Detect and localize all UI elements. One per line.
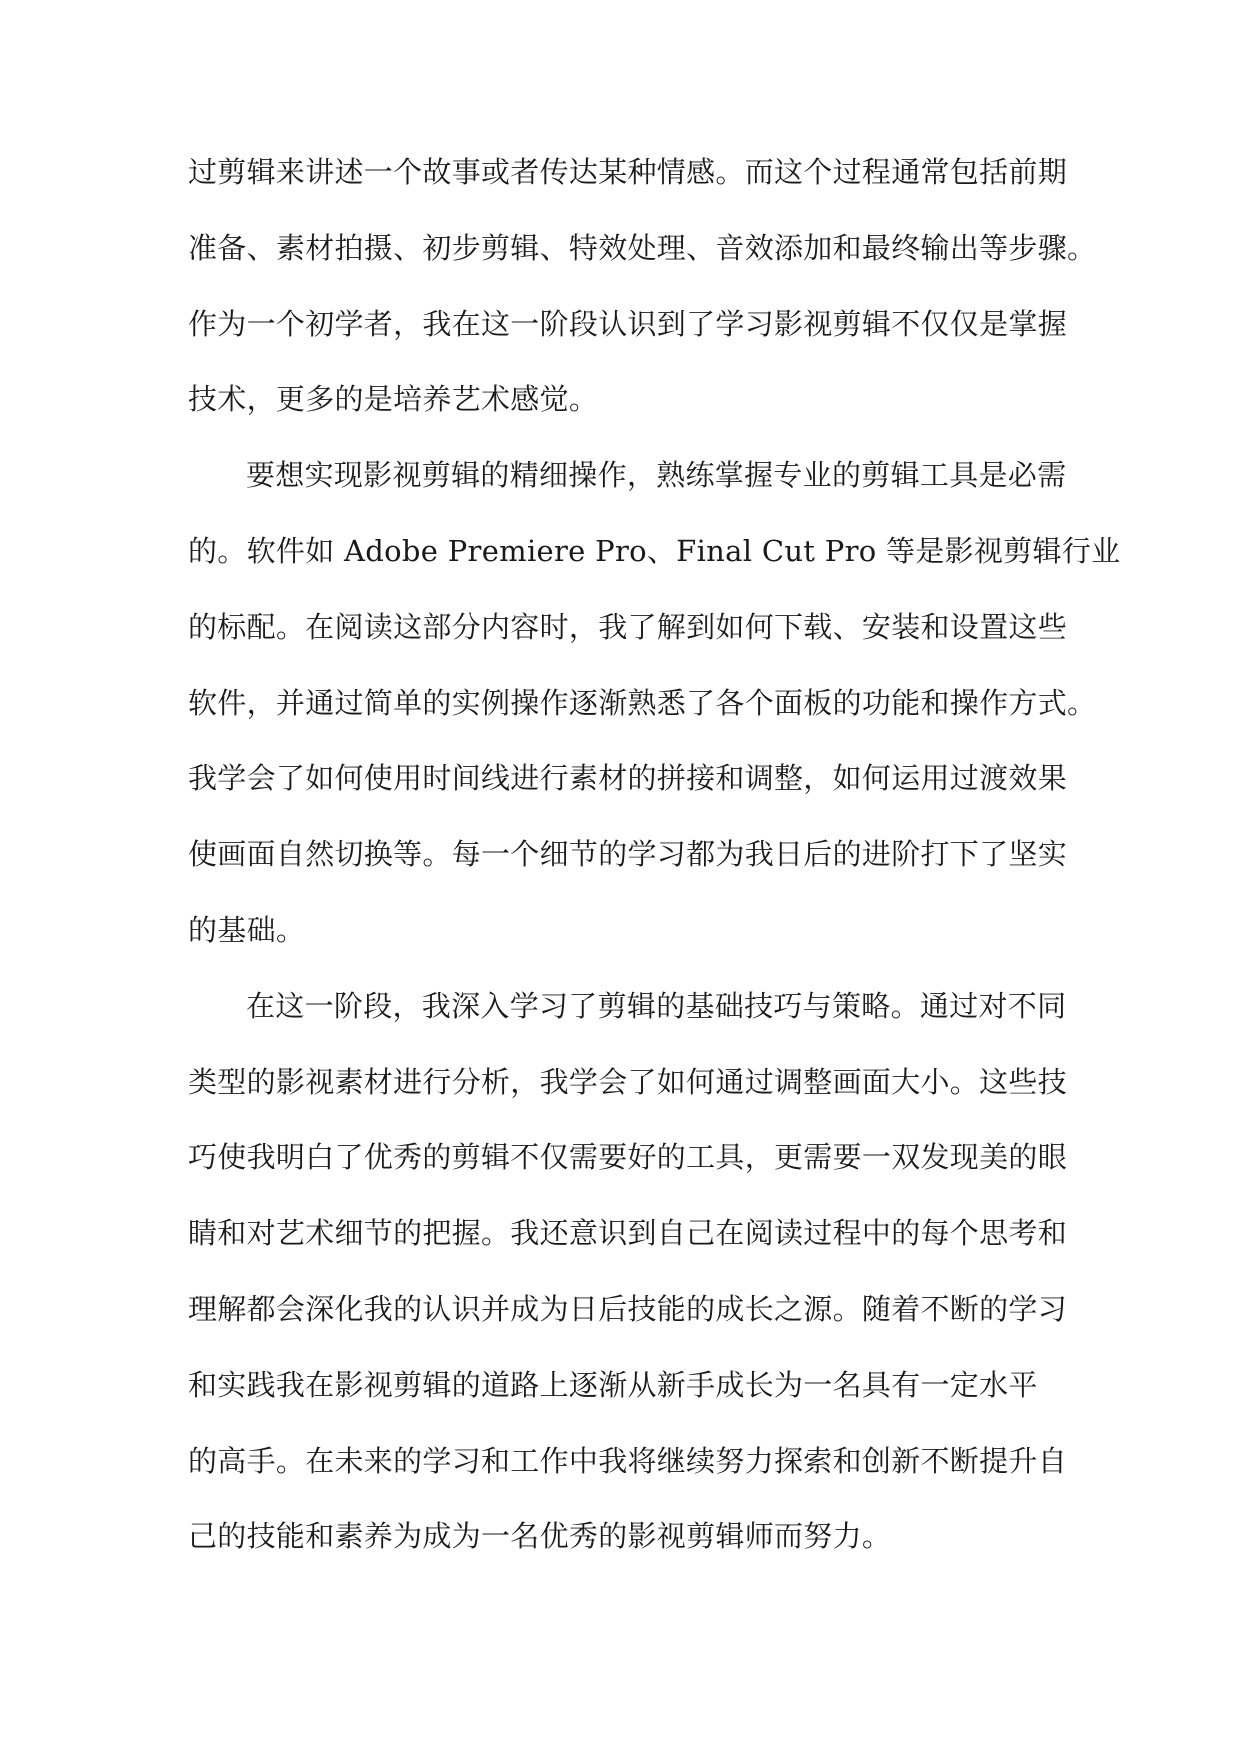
text-line: 理解都会深化我的认识并成为日后技能的成长之源。随着不断的学习 xyxy=(188,1291,1068,1326)
text-line: 巧使我明白了优秀的剪辑不仅需要好的工具，更需要一双发现美的眼 xyxy=(188,1140,1068,1175)
paragraph-first-line: 在这一阶段，我深入学习了剪辑的基础技巧与策略。通过对不同 xyxy=(246,988,1067,1023)
text-line: 使画面自然切换等。每一个细节的学习都为我日后的进阶打下了坚实 xyxy=(188,837,1068,872)
text-line: 软件，并通过简单的实例操作逐渐熟悉了各个面板的功能和操作方式。 xyxy=(188,685,1097,720)
text-line: 我学会了如何使用时间线进行素材的拼接和调整，如何运用过渡效果 xyxy=(188,761,1068,796)
paragraph-first-line: 要想实现影视剪辑的精细操作，熟练掌握专业的剪辑工具是必需 xyxy=(246,458,1067,493)
text-line: 的高手。在未来的学习和工作中我将继续努力探索和创新不断提升自 xyxy=(188,1443,1068,1478)
text-line: 过剪辑来讲述一个故事或者传达某种情感。而这个过程通常包括前期 xyxy=(188,155,1068,189)
text-line: 的。软件如 Adobe Premiere Pro、Final Cut Pro 等是影视剪辑行业 xyxy=(188,533,1121,568)
body-text xyxy=(188,140,1121,1580)
text-line: 己的技能和素养为成为一名优秀的影视剪辑师而努力。 xyxy=(188,1519,892,1554)
text-line: 的基础。 xyxy=(188,912,306,947)
text-line: 准备、素材拍摄、初步剪辑、特效处理、音效添加和最终输出等步骤。 xyxy=(188,230,1097,265)
text-line: 和实践我在影视剪辑的道路上逐渐从新手成长为一名具有一定水平 xyxy=(188,1367,1038,1402)
text-line: 作为一个初学者，我在这一阶段认识到了学习影视剪辑不仅仅是掌握 xyxy=(188,306,1068,341)
text-line: 技术，更多的是培养艺术感觉。 xyxy=(188,382,599,417)
text-line: 睛和对艺术细节的把握。我还意识到自己在阅读过程中的每个思考和 xyxy=(188,1216,1068,1251)
text-line: 的标配。在阅读这部分内容时，我了解到如何下载、安装和设置这些 xyxy=(188,609,1068,644)
text-line: 类型的影视素材进行分析，我学会了如何通过调整画面大小。这些技 xyxy=(188,1064,1068,1099)
